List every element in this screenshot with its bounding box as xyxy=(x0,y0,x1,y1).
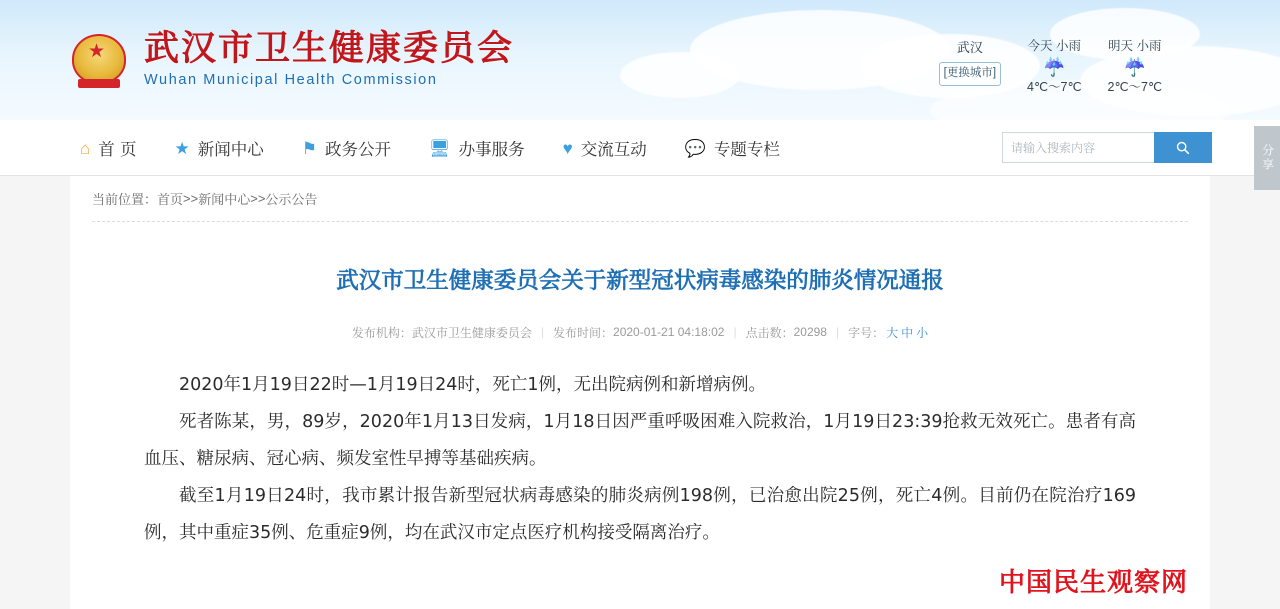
nav-item-topics[interactable] xyxy=(685,136,780,160)
nav-item-news[interactable] xyxy=(175,136,264,160)
nav-item-interaction[interactable] xyxy=(563,136,647,160)
nav-label: 首 页 xyxy=(98,140,137,159)
monitor-icon: 🖥 xyxy=(429,138,451,158)
nav-label: 新闻中心 xyxy=(197,140,264,159)
weather-widget xyxy=(939,36,1162,97)
article-container xyxy=(70,176,1210,609)
heart-icon: ♥ xyxy=(562,138,573,158)
meta-divider: | xyxy=(540,325,544,339)
meta-divider: | xyxy=(835,325,840,339)
nav-item-home[interactable] xyxy=(80,136,137,160)
breadcrumb-separator: >> xyxy=(250,191,266,206)
watermark: 中国民生观察网 xyxy=(998,568,1188,598)
meta-source-value: 武汉市卫生健康委员会 xyxy=(411,325,532,340)
nav-label: 交流互动 xyxy=(580,140,647,159)
breadcrumb-item-news[interactable]: 新闻中心 xyxy=(198,192,251,207)
fontsize-large-button[interactable]: 大 xyxy=(886,325,899,340)
flag-icon: ⚑ xyxy=(301,138,318,158)
weather-tomorrow xyxy=(1108,36,1162,97)
weather-city: 武汉 xyxy=(956,40,983,55)
nav-item-services[interactable] xyxy=(429,136,525,160)
article-paragraph: 2020年1月19日22时—1月19日24时，死亡1例，无出院病例和新增病例。 xyxy=(179,374,767,395)
weather-today xyxy=(1027,36,1081,97)
page-body xyxy=(0,176,1280,609)
star-icon: ★ xyxy=(174,138,190,158)
national-emblem-icon: ★ xyxy=(68,28,130,90)
cloud-decoration xyxy=(620,52,740,98)
change-city-button[interactable]: [更换城市] xyxy=(939,62,1001,86)
article-paragraph: 死者陈某，男，89岁，2020年1月13日发病，1月18日因严重呼吸困难入院救治，1月19日23:39抢救无效死亡。患者有高血压、糖尿病、冠心病、频发室性早搏等基础疾病。 xyxy=(144,411,1136,469)
page-title: 武汉市卫生健康委员会关于新型冠状病毒感染的肺炎情况通报 xyxy=(336,268,944,294)
weather-tomorrow-temp: 2℃～7℃ xyxy=(1107,80,1162,94)
rain-icon: ☔ xyxy=(1123,57,1146,77)
search-input[interactable] xyxy=(1002,132,1154,163)
nav-label: 专题专栏 xyxy=(713,140,780,159)
meta-hits-label: 点击数： xyxy=(745,325,794,340)
meta-time-value: 2020-01-21 04:18:02 xyxy=(613,325,725,339)
share-tab[interactable]: 分享 xyxy=(1254,126,1280,190)
breadcrumb-label: 当前位置： xyxy=(92,192,158,207)
site-header xyxy=(0,0,1280,120)
meta-hits-value: 20298 xyxy=(793,325,827,339)
fontsize-medium-button[interactable]: 中 xyxy=(901,325,914,340)
nav-item-government-affairs[interactable] xyxy=(302,136,391,160)
meta-time-label: 发布时间： xyxy=(553,325,614,340)
article-paragraph: 截至1月19日24时，我市累计报告新型冠状病毒感染的肺炎病例198例，已治愈出院25例，死亡4例。目前仍在院治疗169例，其中重症35例、危重症9例，均在武汉市定点医疗机构接受隔离治疗。 xyxy=(144,485,1136,543)
search-box xyxy=(1002,132,1212,163)
weather-tomorrow-label: 明天 小雨 xyxy=(1108,39,1162,53)
breadcrumb-item-home[interactable]: 首页 xyxy=(157,192,184,207)
site-logo[interactable] xyxy=(68,28,514,90)
weather-city-block xyxy=(939,36,1001,86)
nav-label: 办事服务 xyxy=(458,140,525,159)
nav-label: 政务公开 xyxy=(325,140,392,159)
breadcrumb-item-announcements[interactable]: 公示公告 xyxy=(265,192,318,207)
meta-fontsize-label: 字号： xyxy=(848,325,885,340)
article-meta xyxy=(70,324,1210,341)
weather-today-temp: 4℃～7℃ xyxy=(1027,80,1082,94)
breadcrumb-separator: >> xyxy=(183,191,199,206)
meta-source-label: 发布机构： xyxy=(351,325,412,340)
rain-icon: ☔ xyxy=(1043,57,1066,77)
org-name-cn: 武汉市卫生健康委员会 xyxy=(144,28,515,69)
article-body xyxy=(144,367,1136,552)
org-name-en: Wuhan Municipal Health Commission xyxy=(144,72,438,89)
search-button[interactable] xyxy=(1154,132,1212,163)
meta-divider: | xyxy=(733,325,737,339)
chat-icon: 💬 xyxy=(684,138,706,158)
home-icon: ⌂ xyxy=(80,138,91,158)
search-icon xyxy=(1175,140,1191,156)
brand-text xyxy=(144,30,514,89)
breadcrumb xyxy=(92,176,1188,222)
weather-today-label: 今天 小雨 xyxy=(1027,39,1082,53)
fontsize-small-button[interactable]: 小 xyxy=(916,325,929,340)
main-navigation xyxy=(0,120,1280,176)
